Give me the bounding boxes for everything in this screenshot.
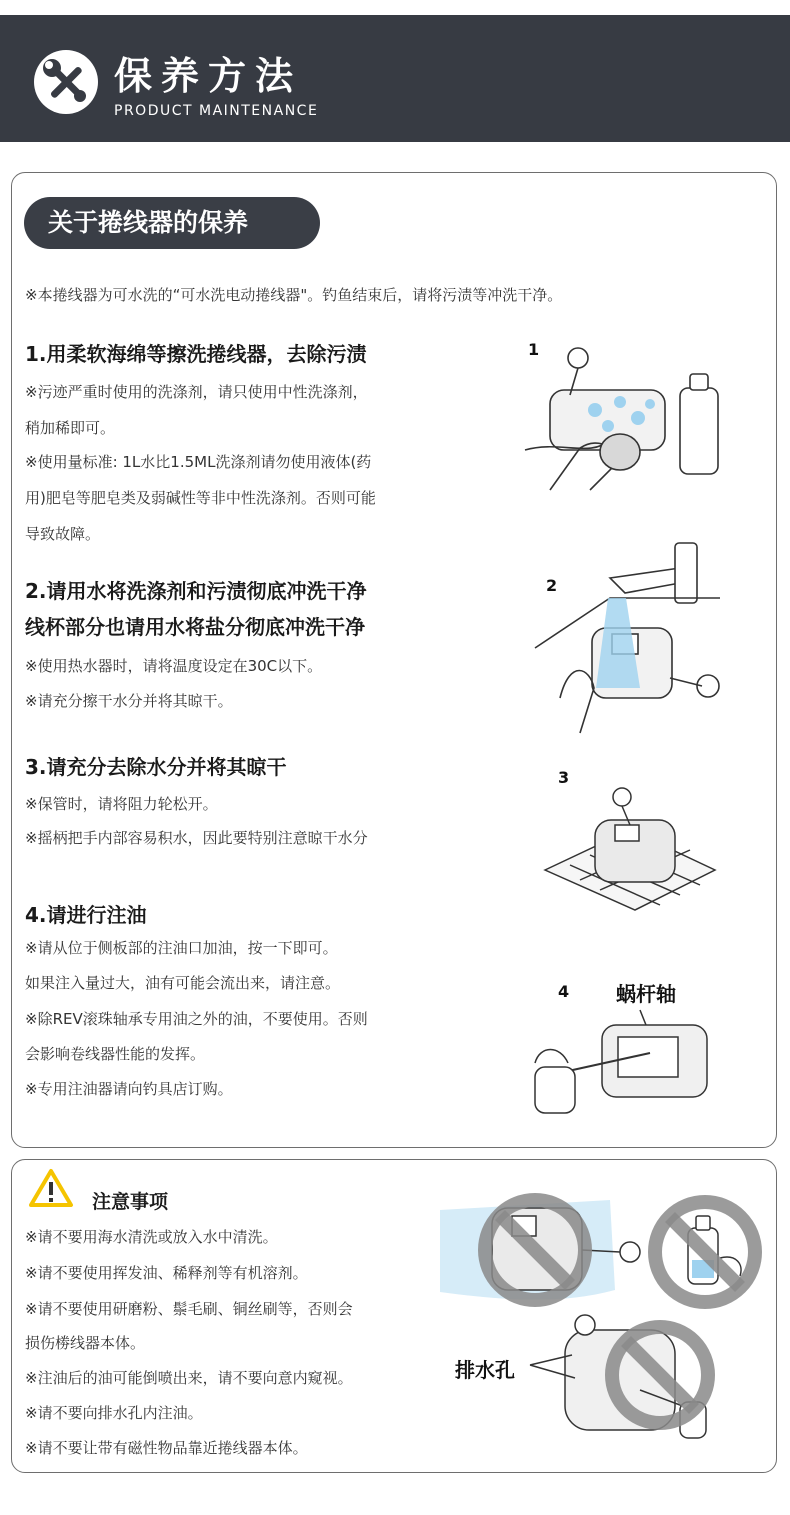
washing-reel-illustration <box>520 340 730 500</box>
step-3-heading: 3.请充分去除水分并将其晾干 <box>25 755 287 779</box>
step-3-note: ※保管时，请将阻力轮松开。 <box>25 795 218 813</box>
step-1-note: ※使用量标准: 1L水比1.5ML洗涤剂请勿使用液体(药 <box>25 453 372 471</box>
step-1-note: ※污迹严重时使用的洗涤剂，请只使用中性洗涤剂， <box>25 383 368 401</box>
caution-note: ※注油后的油可能倒喷出来，请不要向意内窥视。 <box>25 1369 353 1387</box>
wrench-screwdriver-icon <box>34 50 98 114</box>
caution-title: 注意事项 <box>92 1191 169 1213</box>
drain-hole-label: 排水孔 <box>455 1358 515 1382</box>
caution-note: ※请不要向排水孔内注油。 <box>25 1404 203 1422</box>
drying-reel-illustration <box>540 785 720 915</box>
step-1-heading: 1.用柔软海绵等擦洗捲线器，去除污渍 <box>25 342 367 366</box>
step-4-note: 如果注入量过大，油有可能会流出来，请注意。 <box>25 974 341 992</box>
step-4-note: ※请从位于侧板部的注油口加油，按一下即可。 <box>25 939 338 957</box>
figure-3-number: 3 <box>558 768 570 787</box>
step-4-note: ※除REV滚珠轴承专用油之外的油，不要使用。否则 <box>25 1010 368 1028</box>
caution-note: 损伤椦线器本体。 <box>25 1334 146 1352</box>
figure-1-number: 1 <box>528 340 540 359</box>
caution-note: ※请不要使用研磨粉、鬃毛刷、铜丝刷等，否则会 <box>25 1300 353 1318</box>
step-1-note: 导致故障。 <box>25 525 101 543</box>
caution-note: ※请不要用海水清洗或放入水中清洗。 <box>25 1228 278 1246</box>
intro-text: ※本捲线器为可水洗的“可水洗电动捲线器"。钓鱼结束后，请将污渍等冲洗干净。 <box>25 286 563 304</box>
step-2-heading: 2.请用水将洗涤剂和污渍彻底冲洗干净 <box>25 579 367 603</box>
page-header <box>0 15 790 142</box>
caution-note: ※请不要让带有磁性物品靠近捲线器本体。 <box>25 1439 308 1457</box>
oiling-reel-illustration <box>530 1005 730 1115</box>
caution-note: ※请不要使用挥发油、稀释剂等有机溶剂。 <box>25 1264 308 1282</box>
step-2-note: ※使用热水器时，请将温度设定在30C以下。 <box>25 657 323 675</box>
rinsing-reel-illustration <box>530 538 730 738</box>
step-1-note: 用)肥皂等肥皂类及弱碱性等非中性洗涤剂。否则可能 <box>25 489 376 507</box>
section-badge: 关于捲线器的保养 <box>24 197 320 249</box>
figure-4-number: 4 <box>558 982 570 1001</box>
step-1-note: 稍加稀即可。 <box>25 419 116 437</box>
step-4-heading: 4.请进行注油 <box>25 903 147 927</box>
step-2-note: ※请充分擦干水分并将其晾干。 <box>25 692 233 710</box>
step-3-note: ※摇柄把手内部容易积水，因此要特别注意晾干水分 <box>25 829 368 847</box>
page-title: 保养方法 <box>114 54 303 98</box>
step-4-note: ※专用注油器请向钓具店订购。 <box>25 1080 233 1098</box>
worm-shaft-label: 蜗杆轴 <box>616 982 676 1006</box>
step-4-note: 会影响卷线器性能的发挥。 <box>25 1045 206 1063</box>
caution-illustrations <box>440 1180 770 1450</box>
warning-icon <box>28 1168 74 1208</box>
step-2-heading-line2: 线杯部分也请用水将盐分彻底冲洗干净 <box>25 615 365 639</box>
page-subtitle: PRODUCT MAINTENANCE <box>114 103 319 119</box>
figure-2-number: 2 <box>546 576 558 595</box>
